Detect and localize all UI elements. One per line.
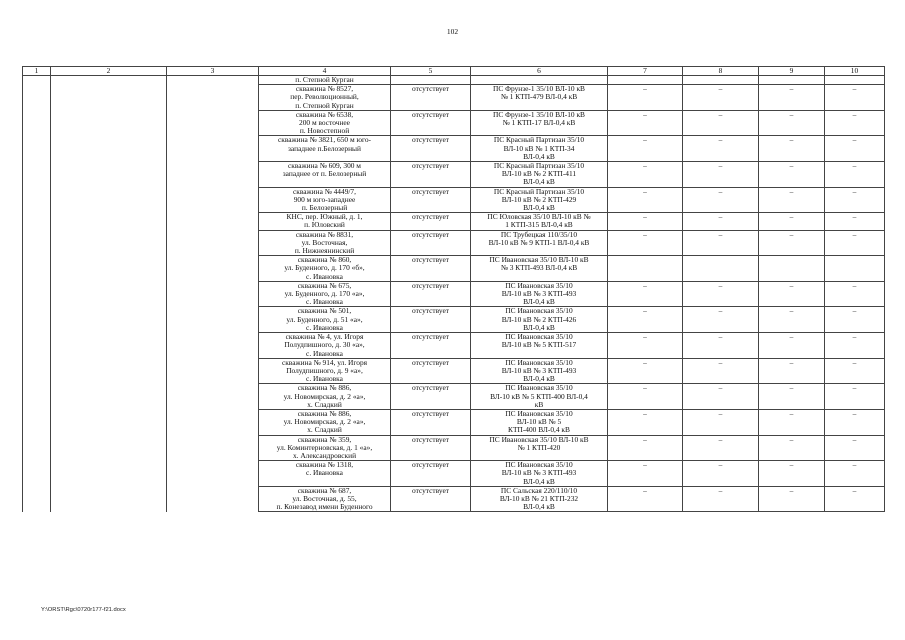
dash-cell: [759, 256, 825, 282]
dash-cell: –: [825, 333, 885, 359]
object-address-cell: [259, 486, 391, 512]
object-address-cell: [259, 162, 391, 188]
table-cell: [23, 76, 51, 512]
dash-cell: –: [608, 333, 683, 359]
column-header: 8: [683, 67, 759, 76]
power-source-cell: [471, 110, 608, 136]
dash-cell: –: [608, 435, 683, 461]
page-number: 102: [446, 27, 459, 36]
object-address-cell: [259, 358, 391, 384]
cell-line: ПС Красный Партизан 35/10: [493, 135, 585, 145]
dash-cell: –: [683, 409, 759, 435]
cell-line: КТП-400 ВЛ-0,4 кВ: [508, 425, 570, 435]
status-cell: отсутствует: [391, 136, 471, 162]
status-cell: отсутствует: [391, 461, 471, 487]
power-source-cell: [471, 461, 608, 487]
cell-line: скважина № 609, 300 м: [288, 161, 361, 171]
power-source-cell: [471, 136, 608, 162]
cell-line: ВЛ-10 кВ № 2 КТП-411: [501, 169, 577, 179]
dash-cell: –: [683, 358, 759, 384]
cell-line: скважина № 4449/7,: [293, 187, 356, 196]
dash-cell: –: [759, 110, 825, 136]
cell-line: ВЛ-10 кВ № 5: [516, 417, 562, 427]
object-address-cell: [259, 461, 391, 487]
dash-cell: –: [608, 409, 683, 435]
object-address-cell: [259, 333, 391, 359]
column-number-row: [23, 67, 885, 76]
cell-line: с. Ивановка: [306, 322, 343, 332]
cell-line: с. Ивановка: [306, 468, 343, 478]
cell-line: западнее п.Белозерный: [288, 143, 361, 153]
dash-cell: –: [683, 307, 759, 333]
power-source-cell: [471, 307, 608, 333]
cell-line: скважина № 914, ул. Игоря: [281, 358, 368, 367]
cell-line: ВЛ-10 кВ № 9 КТП-1 ВЛ-0,4 кВ: [488, 237, 590, 247]
cell-line: скважина № 3821, 650 м юго-: [277, 135, 372, 145]
cell-line: скважина № 6538,: [295, 110, 354, 119]
dash-cell: –: [759, 187, 825, 213]
cell-line: ул. Буденного, д. 170 «а»,: [284, 289, 365, 299]
column-header: 5: [391, 67, 471, 76]
object-address-cell: [259, 256, 391, 282]
dash-cell: –: [825, 435, 885, 461]
object-address-cell: [259, 187, 391, 213]
dash-cell: [683, 256, 759, 282]
cell-line: ул. Коминтерновская, д. 1 «а»,: [276, 442, 373, 452]
dash-cell: –: [608, 187, 683, 213]
continuation-cell: п. Степной Курган: [259, 76, 391, 85]
cell-line: ВЛ-10 кВ № 5 КТП-400 ВЛ-0,4: [490, 391, 588, 401]
cell-line: ПС Юловская 35/10 ВЛ-10 кВ №: [487, 212, 591, 222]
cell-line: скважина № 8831,: [295, 230, 354, 239]
status-cell: отсутствует: [391, 281, 471, 307]
dash-cell: –: [683, 486, 759, 512]
cell-line: ВЛ-0,4 кВ: [523, 322, 555, 332]
dash-cell: –: [825, 85, 885, 111]
cell-line: х. Александровский: [292, 450, 357, 460]
cell-line: скважина № 501,: [297, 306, 352, 316]
dash-cell: –: [759, 162, 825, 188]
dash-cell: –: [759, 358, 825, 384]
power-source-cell: [471, 256, 608, 282]
status-cell: отсутствует: [391, 358, 471, 384]
cell-line: ПС Фрунзе-1 35/10 ВЛ-10 кВ: [493, 110, 585, 119]
table-cell: [683, 76, 759, 85]
cell-line: ул. Новомирская, д. 2 «а»,: [283, 417, 366, 427]
cell-line: № 1 КТП-479 ВЛ-0,4 кВ: [500, 92, 578, 102]
cell-line: ВЛ-10 кВ № 2 КТП-429: [501, 194, 577, 204]
cell-line: 1 КТП-315 ВЛ-0,4 кВ: [505, 220, 573, 230]
dash-cell: –: [608, 384, 683, 410]
dash-cell: –: [825, 187, 885, 213]
table-cell: [471, 76, 608, 85]
cell-line: скважина № 687,: [297, 486, 352, 495]
dash-cell: –: [759, 333, 825, 359]
dash-cell: –: [759, 213, 825, 230]
status-cell: отсутствует: [391, 435, 471, 461]
status-cell: отсутствует: [391, 307, 471, 333]
dash-cell: –: [825, 384, 885, 410]
cell-line: скважина № 4, ул. Игоря: [285, 332, 364, 342]
cell-line: 900 м юго-западнее: [293, 194, 356, 204]
cell-line: ПС Фрунзе-1 35/10 ВЛ-10 кВ: [493, 84, 585, 94]
cell-line: ПС Ивановская 35/10 ВЛ-10 кВ: [489, 435, 589, 444]
cell-line: ПС Ивановская 35/10: [505, 383, 573, 393]
cell-line: ПС Ивановская 35/10 ВЛ-10 кВ: [489, 255, 589, 265]
cell-line: ПС Ивановская 35/10: [505, 306, 573, 316]
cell-line: ВЛ-10 кВ № 21 КТП-232: [499, 493, 579, 503]
dash-cell: –: [608, 110, 683, 136]
cell-line: пер. Революционный,: [290, 92, 359, 102]
object-address-cell: [259, 213, 391, 230]
dash-cell: –: [759, 435, 825, 461]
object-address-cell: [259, 435, 391, 461]
dash-cell: –: [683, 435, 759, 461]
cell-line: ПС Ивановская 35/10: [505, 460, 573, 470]
dash-cell: –: [825, 358, 885, 384]
dash-cell: –: [759, 384, 825, 410]
object-address-cell: [259, 281, 391, 307]
dash-cell: –: [683, 136, 759, 162]
dash-cell: –: [608, 461, 683, 487]
power-source-cell: [471, 187, 608, 213]
dash-cell: –: [759, 136, 825, 162]
status-cell: отсутствует: [391, 384, 471, 410]
cell-line: ВЛ-10 кВ № 3 КТП-493: [501, 468, 577, 478]
cell-line: ВЛ-10 кВ № 3 КТП-493: [501, 365, 577, 375]
dash-cell: –: [825, 110, 885, 136]
table-cell: [391, 76, 471, 85]
dash-cell: –: [825, 230, 885, 256]
cell-line: с. Ивановка: [306, 348, 343, 358]
cell-line: ПС Ивановская 35/10: [505, 409, 573, 418]
cell-line: х. Сладкий: [307, 399, 342, 409]
status-cell: отсутствует: [391, 162, 471, 188]
status-cell: отсутствует: [391, 256, 471, 282]
table-cell: [825, 76, 885, 85]
dash-cell: –: [825, 486, 885, 512]
cell-line: с. Ивановка: [306, 374, 343, 384]
dash-cell: –: [683, 461, 759, 487]
status-cell: отсутствует: [391, 110, 471, 136]
dash-cell: –: [608, 230, 683, 256]
status-cell: отсутствует: [391, 333, 471, 359]
status-cell: отсутствует: [391, 230, 471, 256]
cell-line: ВЛ-0,4 кВ: [523, 297, 555, 307]
cell-line: ВЛ-10 кВ № 1 КТП-34: [503, 143, 575, 153]
cell-line: ВЛ-10 кВ № 3 КТП-493: [501, 289, 577, 299]
dash-cell: –: [759, 307, 825, 333]
cell-line: ПС Сальская 220/110/10: [500, 486, 578, 495]
dash-cell: –: [683, 230, 759, 256]
table-cell: [608, 76, 683, 85]
cell-line: ВЛ-0,4 кВ: [523, 203, 555, 213]
power-source-cell: [471, 435, 608, 461]
dash-cell: –: [683, 162, 759, 188]
cell-line: Полудпишного, д. 30 «а»,: [284, 340, 365, 350]
power-source-cell: [471, 281, 608, 307]
cell-line: скважина № 860,: [297, 255, 352, 265]
cell-line: 200 м восточнее: [299, 118, 350, 128]
cell-line: х. Сладкий: [307, 425, 342, 435]
cell-line: ПС Ивановская 35/10: [505, 358, 573, 367]
cell-line: скважина № 886,: [297, 383, 352, 393]
cell-line: п. Конезавод имени Буденного: [276, 502, 373, 512]
power-source-cell: [471, 162, 608, 188]
cell-line: ул. Новомирская, д. 2 «а»,: [283, 391, 366, 401]
dash-cell: –: [608, 307, 683, 333]
cell-line: ПС Трубецкая 110/35/10: [500, 230, 578, 239]
dash-cell: [825, 256, 885, 282]
cell-line: № 1 КТП-420: [517, 442, 561, 452]
cell-line: ВЛ-10 кВ № 5 КТП-517: [501, 340, 577, 350]
dash-cell: –: [825, 307, 885, 333]
status-cell: отсутствует: [391, 486, 471, 512]
cell-line: п. Нижнеянинский: [294, 246, 355, 256]
file-path-footer: Y:\ORST\Rgc\0720r177-f21.docx: [41, 607, 126, 613]
dash-cell: –: [608, 136, 683, 162]
table-cell: [51, 76, 167, 512]
power-source-cell: [471, 486, 608, 512]
dash-cell: –: [825, 281, 885, 307]
cell-line: ул. Восточная, д. 55,: [292, 493, 357, 503]
dash-cell: –: [759, 85, 825, 111]
cell-line: ПС Красный Партизан 35/10: [493, 187, 585, 196]
dash-cell: –: [608, 358, 683, 384]
object-address-cell: [259, 384, 391, 410]
cell-line: ПС Ивановская 35/10: [505, 281, 573, 290]
column-header: 7: [608, 67, 683, 76]
dash-cell: –: [825, 461, 885, 487]
dash-cell: –: [608, 486, 683, 512]
cell-line: скважина № 1318,: [295, 460, 354, 470]
dash-cell: –: [608, 162, 683, 188]
cell-line: ВЛ-10 кВ № 2 КТП-426: [501, 314, 577, 324]
cell-line: ул. Буденного, д. 51 «а»,: [286, 314, 363, 324]
dash-cell: –: [608, 281, 683, 307]
cell-line: ул. Буденного, д. 170 «б»,: [284, 263, 365, 273]
column-header: 9: [759, 67, 825, 76]
cell-line: с. Ивановка: [306, 297, 343, 307]
column-header: 10: [825, 67, 885, 76]
power-source-cell: [471, 409, 608, 435]
dash-cell: –: [759, 486, 825, 512]
cell-line: кВ: [534, 399, 544, 409]
power-source-cell: [471, 384, 608, 410]
cell-line: ВЛ-0,4 кВ: [523, 502, 555, 512]
cell-line: скважина № 675,: [297, 281, 352, 290]
dash-cell: –: [825, 409, 885, 435]
dash-cell: –: [759, 230, 825, 256]
continuation-row: [23, 76, 885, 85]
dash-cell: –: [683, 384, 759, 410]
dash-cell: –: [608, 213, 683, 230]
cell-line: ВЛ-0,4 кВ: [523, 151, 555, 161]
dash-cell: –: [683, 281, 759, 307]
power-source-cell: [471, 358, 608, 384]
object-address-cell: [259, 409, 391, 435]
power-source-cell: [471, 85, 608, 111]
table-cell: [167, 76, 259, 512]
data-table: [22, 66, 885, 512]
cell-line: ул. Восточная,: [301, 237, 348, 247]
status-cell: отсутствует: [391, 85, 471, 111]
column-header: 4: [259, 67, 391, 76]
dash-cell: –: [683, 110, 759, 136]
status-cell: отсутствует: [391, 409, 471, 435]
column-header: 3: [167, 67, 259, 76]
cell-line: скважина № 8527,: [295, 84, 354, 94]
dash-cell: –: [825, 213, 885, 230]
cell-line: с. Ивановка: [306, 271, 343, 281]
dash-cell: –: [825, 162, 885, 188]
cell-line: КНС, пер. Южный, д. 1,: [286, 212, 363, 222]
power-source-cell: [471, 230, 608, 256]
cell-line: п. Новостепной: [299, 126, 350, 136]
cell-line: ПС Красный Партизан 35/10: [493, 161, 585, 171]
object-address-cell: [259, 230, 391, 256]
dash-cell: –: [608, 85, 683, 111]
column-header: 6: [471, 67, 608, 76]
cell-line: Полудпишного, д. 9 «а»,: [286, 365, 363, 375]
column-header: 1: [23, 67, 51, 76]
cell-line: скважина № 359,: [297, 435, 352, 444]
status-cell: отсутствует: [391, 213, 471, 230]
object-address-cell: [259, 110, 391, 136]
cell-line: ПС Ивановская 35/10: [505, 332, 573, 342]
cell-line: ВЛ-0,4 кВ: [523, 374, 555, 384]
power-source-cell: [471, 333, 608, 359]
object-address-cell: [259, 307, 391, 333]
cell-line: скважина № 886,: [297, 409, 352, 418]
object-address-cell: [259, 136, 391, 162]
cell-line: п. Юловский: [304, 220, 345, 230]
dash-cell: –: [759, 409, 825, 435]
column-header: 2: [51, 67, 167, 76]
cell-line: западнее от п. Белозерный: [282, 169, 367, 179]
cell-line: п. Степной Курган: [295, 100, 354, 110]
dash-cell: –: [683, 333, 759, 359]
cell-line: № 1 КТП-17 ВЛ-0,4 кВ: [502, 118, 576, 128]
dash-cell: –: [759, 461, 825, 487]
cell-line: ВЛ-0,4 кВ: [523, 177, 555, 187]
status-cell: отсутствует: [391, 187, 471, 213]
dash-cell: –: [683, 85, 759, 111]
power-source-cell: [471, 213, 608, 230]
cell-line: п. Белозерный: [301, 203, 348, 213]
dash-cell: –: [759, 281, 825, 307]
dash-cell: [608, 256, 683, 282]
cell-line: № 3 КТП-493 ВЛ-0,4 кВ: [500, 263, 578, 273]
dash-cell: –: [683, 213, 759, 230]
dash-cell: –: [825, 136, 885, 162]
table-cell: [759, 76, 825, 85]
object-address-cell: [259, 85, 391, 111]
dash-cell: –: [683, 187, 759, 213]
cell-line: ВЛ-0,4 кВ: [523, 476, 555, 486]
